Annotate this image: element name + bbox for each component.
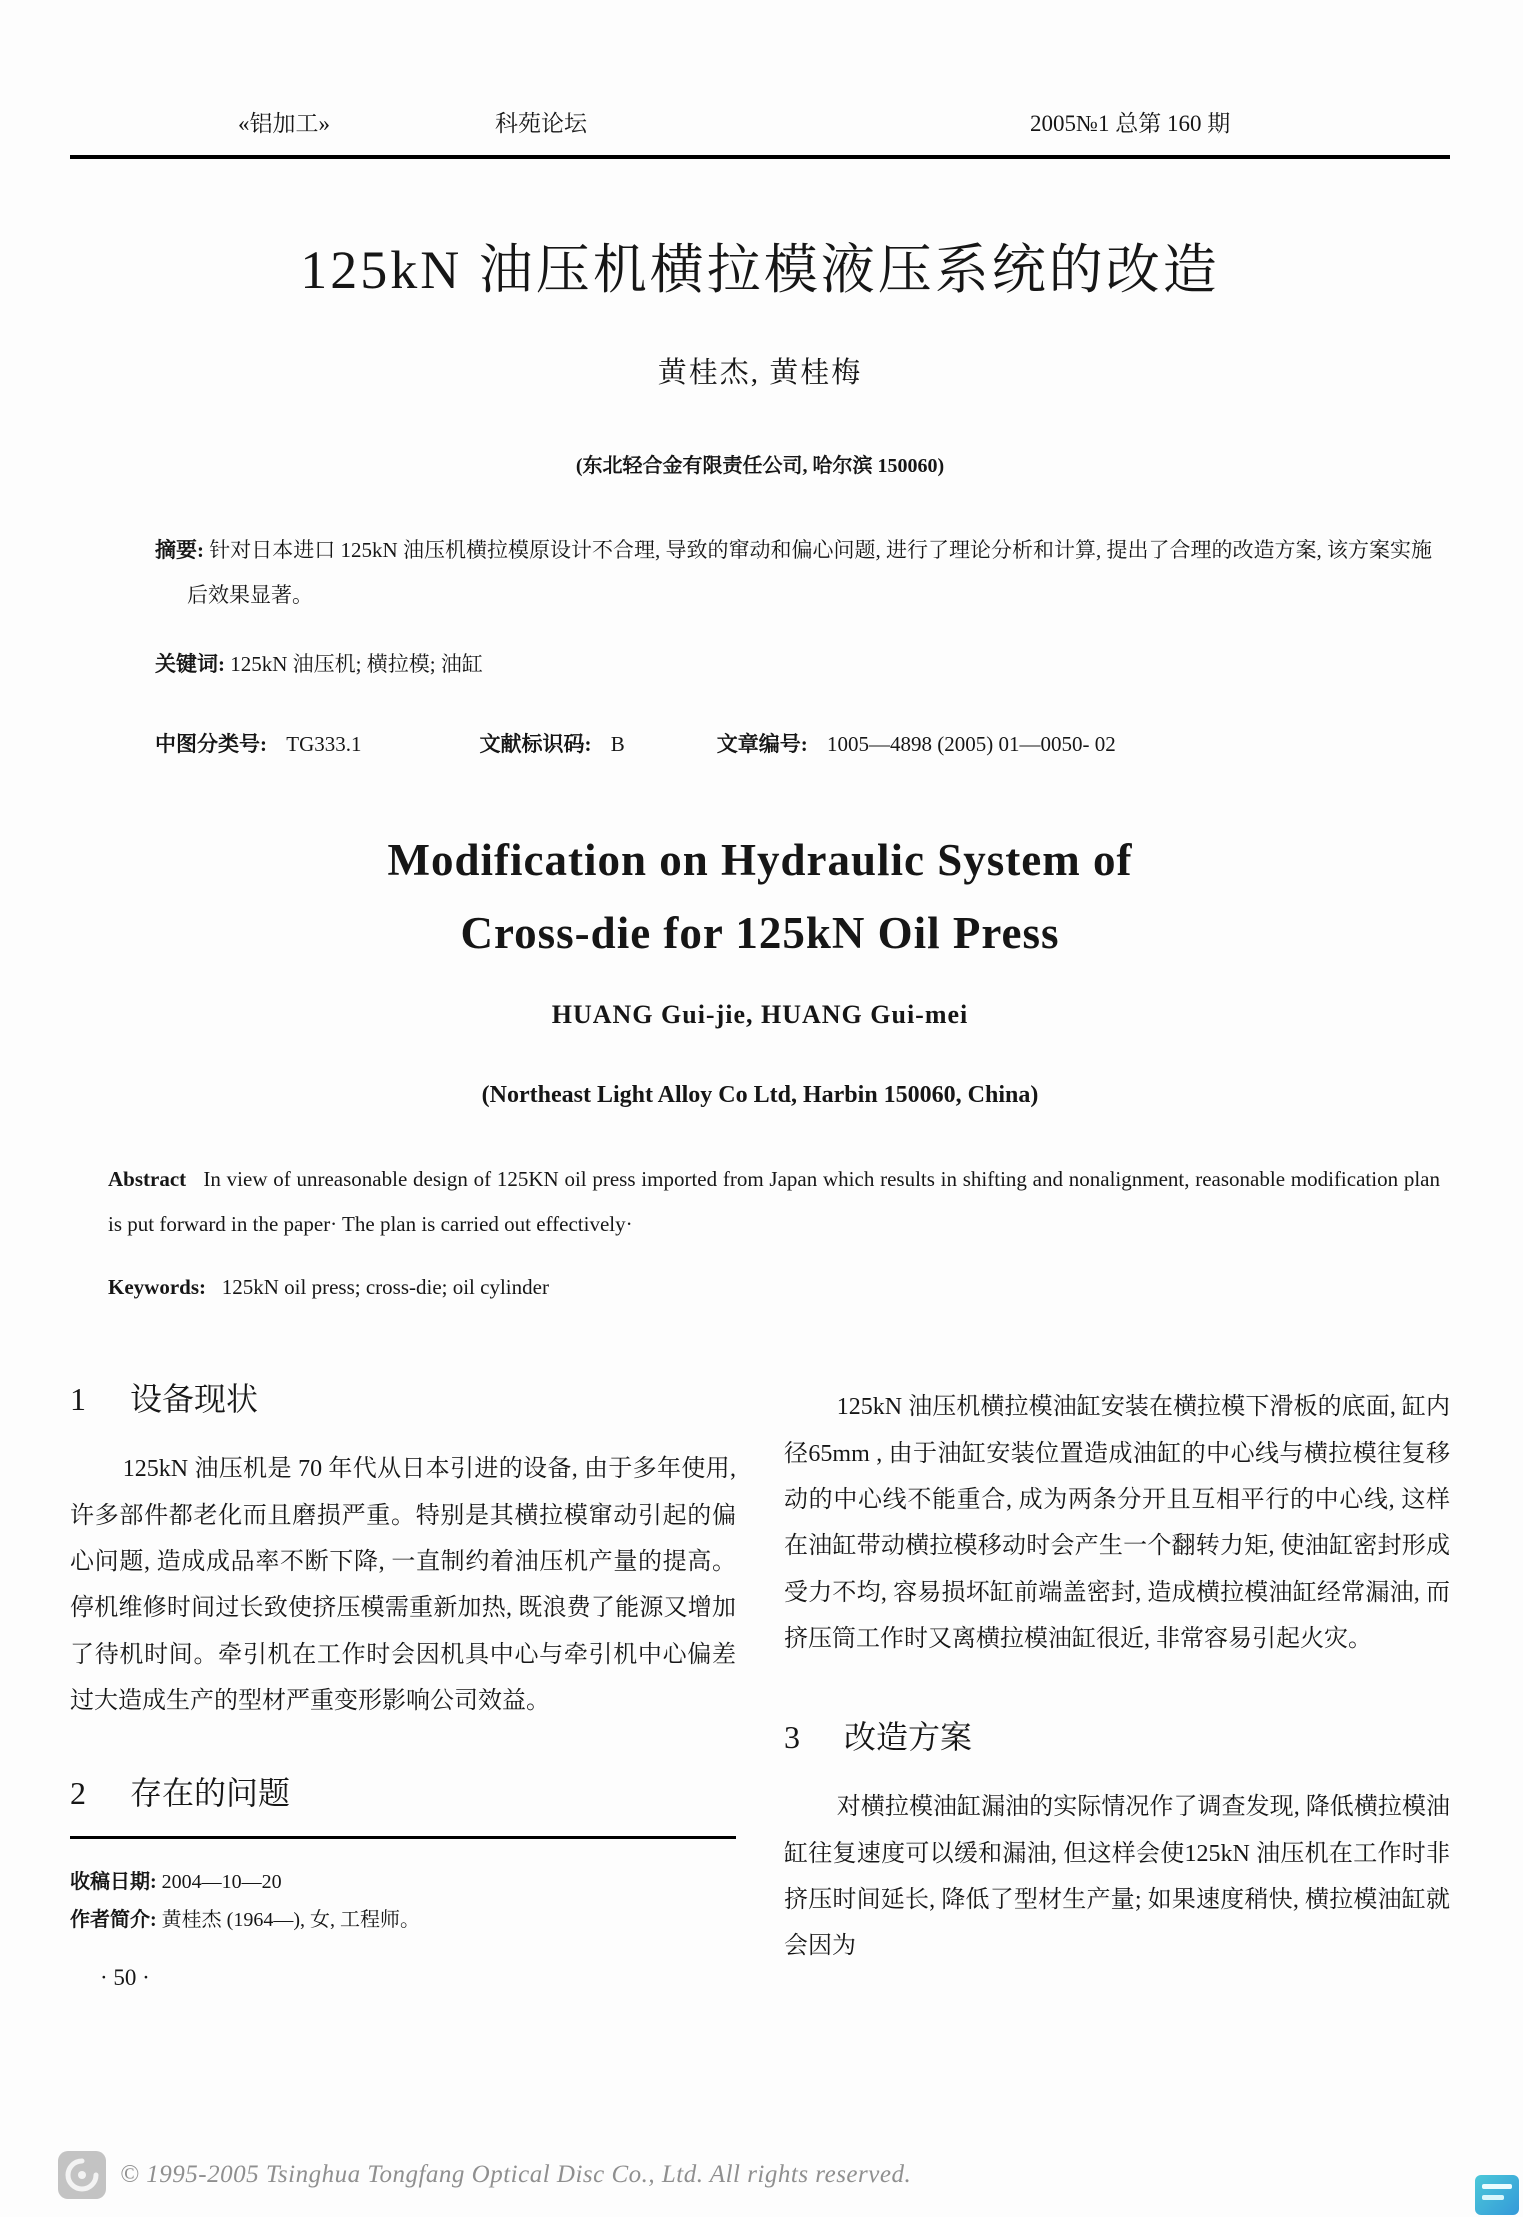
body-columns <box>70 1374 1450 1991</box>
classification-line <box>155 728 1450 758</box>
article-title-cn: 125kN 油压机横拉模液压系统的改造 <box>300 240 1220 300</box>
footnotes <box>70 1863 736 1939</box>
article-id-segment <box>717 728 1116 758</box>
issue-info: 2005№1 总第 160 期 <box>1030 111 1231 136</box>
author-bio-value: 黄桂杰 (1964—), 女, 工程师。 <box>161 1909 420 1932</box>
doc-code-label: 文献标识码: <box>479 732 592 757</box>
section-1-paragraph: 125kN 油压机是 70 年代从日本引进的设备, 由于多年使用, 许多部件都老化而且磨损严重。特别是其横拉模窜动引起的偏心问题, 造成成品率不断下降, 一直制约着油压机产量的提高。停机维修时间过长致使挤压模需重新加热, 既浪费了能源又增加了待机时间。牵引机在工作时会因机具中心与牵引机中心偏差过大造成生产的型材严重变形影响公司效益。 <box>70 1456 736 1714</box>
section-2-paragraph: 125kN 油压机横拉模油缸安装在横拉模下滑板的底面, 缸内径65mm , 由于油缸安装位置造成油缸的中心线与横拉模往复移动的中心线不能重合, 成为两条分开且互相平行的中心线, 这样在油缸带动横拉模移动时会产生一个翻转力矩, 使油缸密封形成受力不均, 容易损坏缸前端盖密封, 造成横拉模油缸经常漏油, 而挤压筒工作时又离横拉模油缸很近, 非常容易引起火灾。 <box>784 1394 1450 1652</box>
title-en-line2: Cross-die for 125kN Oil Press <box>460 908 1060 959</box>
optical-disc-logo-icon <box>58 2151 106 2199</box>
section-1-heading <box>70 1374 736 1420</box>
section-1-title: 设备现状 <box>130 1381 259 1418</box>
clc-segment <box>155 728 362 758</box>
keywords-en-label: Keywords: <box>108 1275 206 1300</box>
keywords-en <box>108 1275 1450 1300</box>
received-date-row <box>70 1863 736 1901</box>
authors-en: HUANG Gui-jie, HUANG Gui-mei <box>551 1000 969 1030</box>
left-column <box>70 1374 736 1991</box>
section-3-number: 3 <box>784 1719 800 1756</box>
section-3-heading <box>784 1712 1450 1758</box>
authors-cn: 黄桂杰, 黄桂梅 <box>657 357 863 389</box>
section-2-title: 存在的问题 <box>130 1775 291 1812</box>
clc-label: 中图分类号: <box>155 732 267 757</box>
abstract-cn-label: 摘要: <box>155 538 204 562</box>
article-title-en <box>70 824 1450 970</box>
footnote-rule <box>70 1836 736 1839</box>
abstract-en-label: Abstract <box>108 1167 187 1192</box>
keywords-cn-text: 125kN 油压机; 横拉模; 油缸 <box>230 652 483 677</box>
section-2-heading <box>70 1768 736 1814</box>
page-number: · 50 · <box>100 1965 150 1991</box>
keywords-cn <box>155 648 1450 678</box>
page-header <box>70 105 1450 139</box>
keywords-en-text: 125kN oil press; cross-die; oil cylinder <box>221 1275 549 1300</box>
doc-code-value: B <box>610 732 625 757</box>
section-1-number: 1 <box>70 1381 86 1418</box>
right-column <box>784 1374 1450 1991</box>
title-en-line1: Modification on Hydraulic System of <box>387 835 1133 886</box>
abstract-en-text: In view of unreasonable design of 125KN oil press imported from Japan which results in shifting and nonalignment, reasonable modification plan is put forward in the paper· The plan is carried out effectively· <box>108 1167 1440 1237</box>
author-bio-row <box>70 1901 736 1939</box>
keywords-cn-label: 关键词: <box>155 652 225 677</box>
article-id-value: 1005—4898 (2005) 01—0050- 02 <box>827 732 1116 757</box>
journal-name: «铝加工» <box>238 111 330 136</box>
section-3-title: 改造方案 <box>844 1719 973 1756</box>
swirl-icon <box>64 2157 100 2193</box>
received-date-label: 收稿日期: <box>70 1871 157 1894</box>
watermark-logo <box>1475 2175 1519 2215</box>
header-rule <box>70 155 1450 159</box>
abstract-cn-text: 针对日本进口 125kN 油压机横拉模原设计不合理, 导致的窜动和偏心问题, 进行了理论分析和计算, 提出了合理的改造方案, 该方案实施后效果显著。 <box>187 538 1433 608</box>
article-id-label: 文章编号: <box>716 732 808 757</box>
page-footer <box>58 2151 911 2199</box>
column-name: 科苑论坛 <box>495 111 587 136</box>
abstract-cn <box>155 528 1432 618</box>
abstract-en <box>108 1157 1440 1247</box>
section-3-paragraph: 对横拉模油缸漏油的实际情况作了调查发现, 降低横拉模油缸往复速度可以缓和漏油, 但这样会使125kN 油压机在工作时非挤压时间延长, 降低了型材生产量; 如果速度稍快, 横拉模油缸就会因为 <box>784 1794 1450 1960</box>
received-date-value: 2004—10—20 <box>161 1871 282 1894</box>
section-2-number: 2 <box>70 1775 86 1812</box>
affiliation-en: (Northeast Light Alloy Co Ltd, Harbin 150060, China) <box>481 1082 1039 1109</box>
author-bio-label: 作者简介: <box>70 1909 157 1932</box>
doc-code-segment <box>480 728 625 758</box>
clc-value: TG333.1 <box>286 732 362 757</box>
copyright-text: © 1995-2005 Tsinghua Tongfang Optical Disc Co., Ltd. All rights reserved. <box>120 2161 912 2188</box>
affiliation-cn: (东北轻合金有限责任公司, 哈尔滨 150060) <box>575 455 945 477</box>
